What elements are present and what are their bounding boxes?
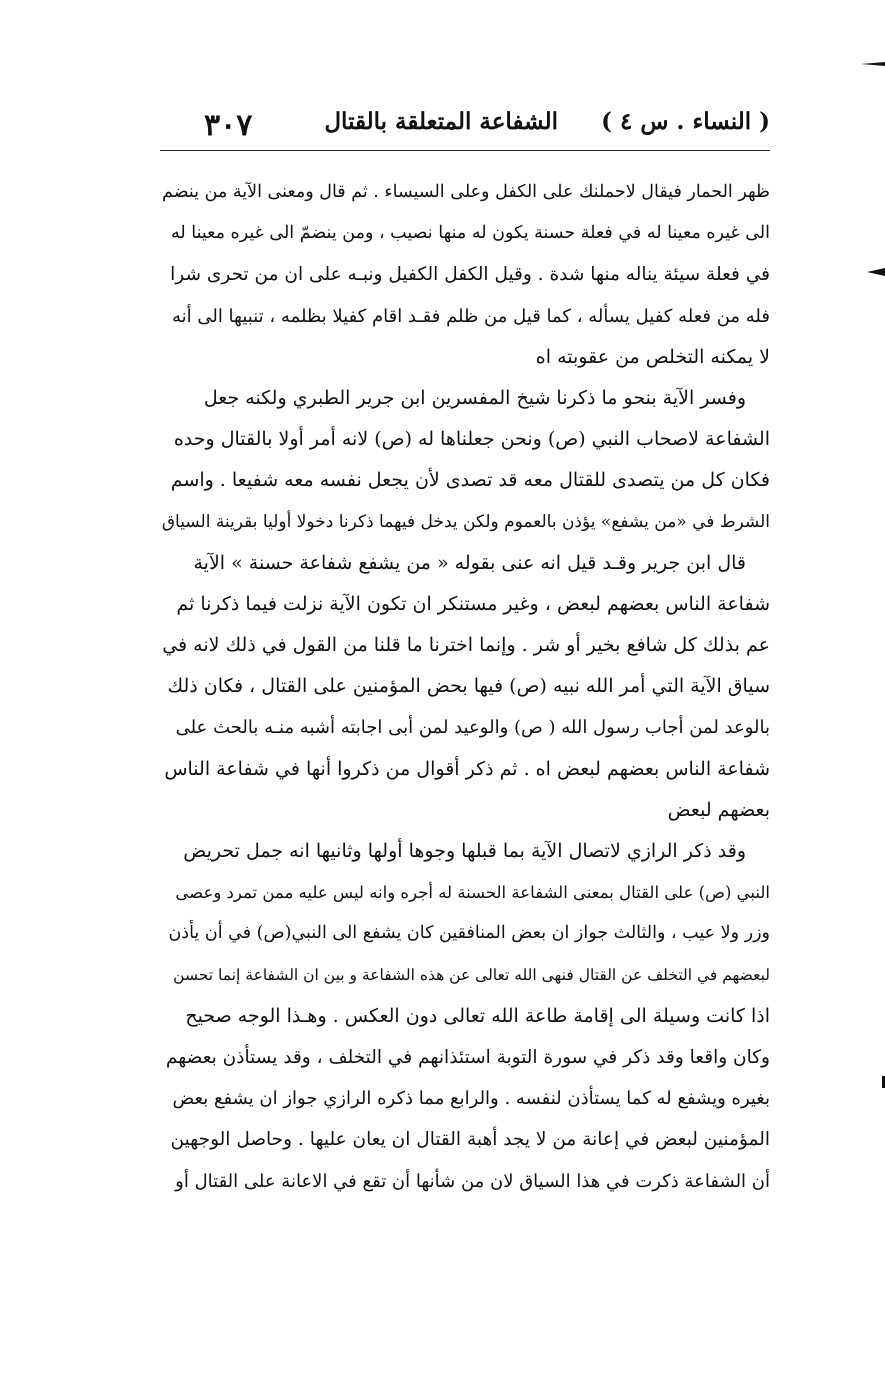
running-header	[160, 108, 770, 150]
text-line: المؤمنين لبعض في إعانة من لا يجد أهبة القتال ان يعان عليها . وحاصل الوجهين	[170, 1129, 770, 1151]
text-line: لبعضهم في التخلف عن القتال فنهى الله تعالى عن هذه الشفاعة و بين ان الشفاعة إنما تحسن	[173, 965, 770, 984]
text-line: لا يمكنه التخلص من عقوبته اه	[535, 345, 770, 368]
margin-mark-middle	[867, 268, 885, 276]
text-line: عم بذلك كل شافع بخير أو شر . وإنما اخترنا ما قلنا من القول في ذلك لانه في	[162, 634, 770, 657]
text-line: بغيره ويشفع له كما يستأذن لنفسه . والرابع مما ذكره الرازي جواز ان يشفع بعض	[172, 1088, 770, 1110]
text-line-paragraph-start: قال ابن جرير وقـد قيل انه عنى بقوله « من يشفع شفاعة حسنة » الآية	[193, 551, 746, 574]
text-line: الشفاعة لاصحاب النبي (ص) ونحن جعلناها له (ص) لانه أمر أولا بالقتال وحده	[173, 428, 770, 451]
text-line: الى غيره معينا له في فعلة حسنة يكون له منها نصيب ، ومن ينضمّ الى غيره معينا له	[171, 223, 770, 244]
text-line-paragraph-start: وقد ذكر الرازي لاتصال الآية بما قبلها وجوها أولها وثانيها انه جمل تحريض	[183, 840, 746, 862]
text-line: بالوعد لمن أجاب رسول الله ( ص) والوعيد لمن أبى اجابته أشبه منـه بالحث على	[175, 717, 770, 739]
page-number: ٣٠٧	[204, 108, 253, 143]
text-line: أن الشفاعة ذكرت في هذا السياق لان من شأنها أن تقع في الاعانة على القتال أو	[175, 1170, 770, 1192]
text-line: سياق الآية التي أمر الله نبيه (ص) فيها بحض المؤمنين على القتال ، فكان ذلك	[167, 675, 770, 698]
text-line: في فعلة سيئة يناله منها شدة . وقيل الكفل الكفيل ونبـه على ان من تحرى شرا	[170, 264, 770, 286]
text-line-paragraph-start: وفسر الآية بنحو ما ذكرنا شيخ المفسرين ابن جرير الطبري ولكنه جعل	[203, 386, 746, 409]
text-line: فكان كل من يتصدى للقتال معه قد تصدى لأن يجعل نفسه معه شفيعا . واسم	[170, 469, 770, 492]
text-line: شفاعة الناس بعضهم لبعض اه . ثم ذكر أقوال من ذكروا أنها في شفاعة الناس	[164, 757, 770, 780]
header-rule	[160, 150, 770, 151]
text-line: وزر ولا عيب ، والثالث جواز ان بعض المنافقين كان يشفع الى النبي(ص) في أن يأذن	[168, 923, 770, 944]
text-line: اذا كانت وسيلة الى إقامة طاعة الله تعالى دون العكس . وهـذا الوجه صحيح	[185, 1004, 770, 1027]
header-chapter-title: الشفاعة المتعلقة بالقتال	[324, 108, 558, 135]
body-text	[160, 172, 770, 1202]
text-line: الشرط في «من يشفع» يؤذن بالعموم ولكن يدخل فيهما ذكرنا دخولا أوليا بقرينة السياق	[161, 511, 770, 532]
text-line: النبي (ص) على القتال بمعنى الشفاعة الحسنة له أجره وانه ليس عليه ممن تمرد وعصى	[175, 883, 770, 903]
header-section-ref: ( النساء . س ٤ )	[601, 108, 770, 135]
text-line: ظهر الحمار فيقال لاحملنك على الكفل وعلى السيساء . ثم قال ومعنى الآية من ينضم	[162, 182, 770, 202]
margin-mark-top	[861, 62, 885, 66]
text-line: وكان واقعا وقد ذكر في سورة التوبة استئذانهم في التخلف ، وقد يستأذن بعضهم	[165, 1046, 770, 1068]
text-line: بعضهم لبعض	[667, 798, 770, 821]
text-line: شفاعة الناس بعضهم لبعض ، وغير مستنكر ان تكون الآية نزلت فيما ذكرنا ثم	[176, 592, 770, 615]
text-line: فله من فعله كفيل يسأله ، كما قيل من ظلم فقـد اقام كفيلا بظلمه ، تنبيها الى أنه	[171, 305, 770, 327]
